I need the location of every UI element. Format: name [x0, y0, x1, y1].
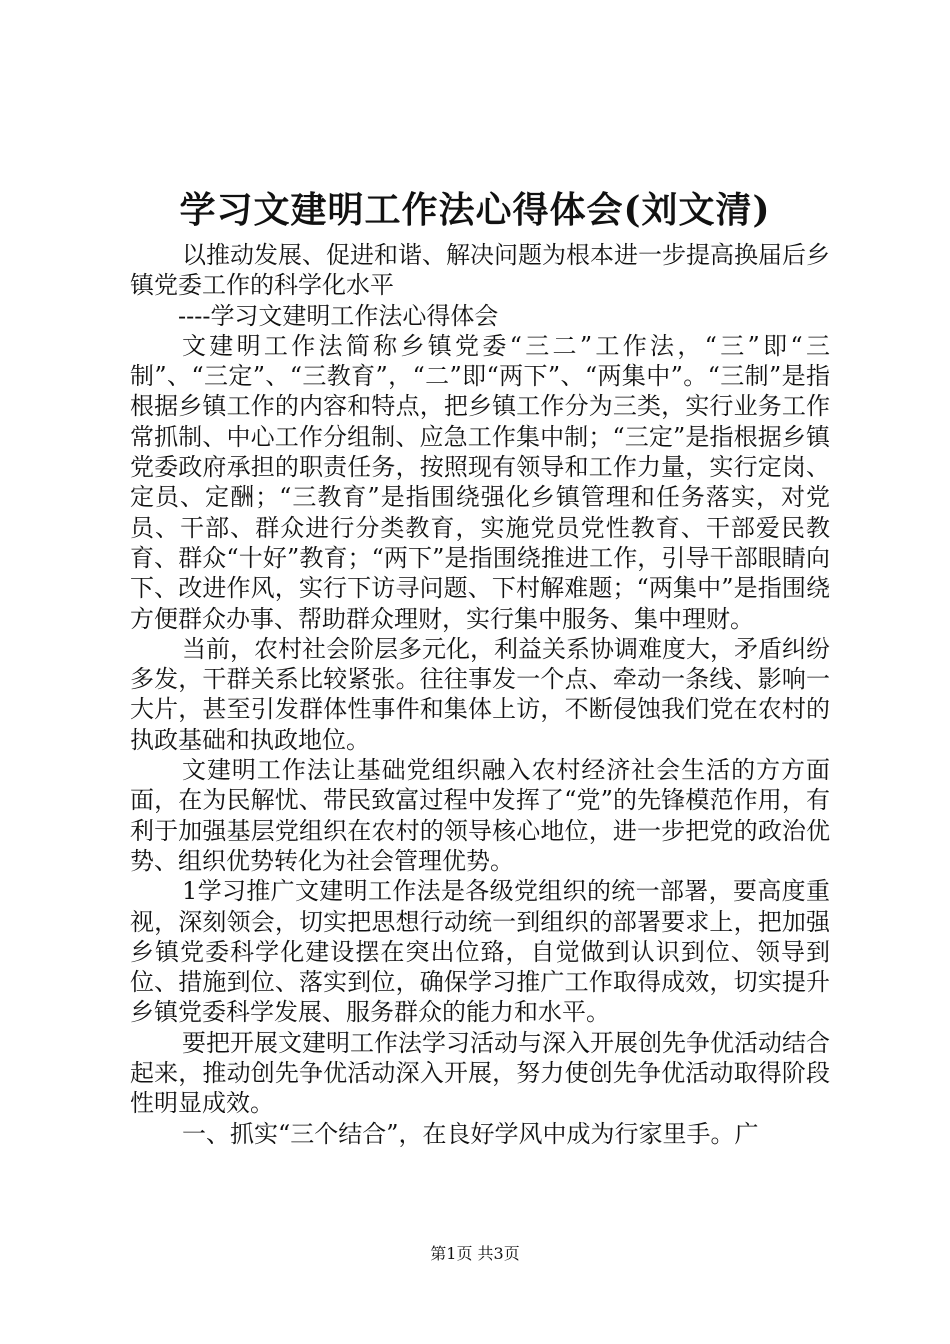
- document-body: [130, 240, 830, 1149]
- paragraph-current-situation: 当前，农村社会阶层多元化，利益关系协调难度大，矛盾纠纷多发，干群关系比较紧张。往往事发一个点、牵动一条线、影响一大片，甚至引发群体性事件和集体上访，不断侵蚀我们党在农村的执政基础和执政地位。: [130, 634, 830, 754]
- paragraph-significance: 文建明工作法让基础党组织融入农村经济社会生活的方方面面，在为民解忧、带民致富过程中发挥了“党”的先锋模范作用，有利于加强基层党组织在农村的领导核心地位，进一步把党的政治优势、组织优势转化为社会管理优势。: [130, 756, 830, 875]
- paragraph-subtitle: ----学习文建明工作法心得体会: [178, 301, 499, 330]
- paragraph-intro: 以推动发展、促进和谐、解决问题为根本进一步提高换届后乡镇党委工作的科学化水平: [130, 241, 830, 300]
- paragraph-definition: 文建明工作法简称乡镇党委“三二”工作法，“三”即“三制”、“三定”、“三教育”，“二”即“两下”、“两集中”。“三制”是指根据乡镇工作的内容和特点，把乡镇工作分为三类，实行业务工作常抓制、中心工作分组制、应急工作集中制；“三定”是指根据乡镇党委政府承担的职责任务，按照现有领导和工作力量，实行定岗、定员、定酬；“三教育”是指围绕强化乡镇管理和任务落实，对党员、干部、群众进行分类教育，实施党员党性教育、干部爱民教育、群众“十好”教育；“两下”是指围绕推进工作，引导干部眼睛向下、改进作风，实行下访寻问题、下村解难题；“两集中”是指围绕方便群众办事、帮助群众理财，实行集中服务、集中理财。: [130, 331, 830, 633]
- paragraph-combination: 要把开展文建明工作法学习活动与深入开展创先争优活动结合起来，推动创先争优活动深入开展，努力使创先争优活动取得阶段性明显成效。: [130, 1028, 830, 1118]
- paragraph-promotion: 1学习推广文建明工作法是各级党组织的统一部署，要高度重视，深刻领会，切实把思想行动统一到组织的部署要求上，把加强乡镇党委科学化建设摆在突出位臵，自觉做到认识到位、领导到位、措施到位、落实到位，确保学习推广工作取得成效，切实提升乡镇党委科学发展、服务群众的能力和水平。: [130, 877, 830, 1027]
- document-title: 学习文建明工作法心得体会(刘文清): [179, 189, 771, 231]
- paragraph-section-one: 一、抓实“三个结合”，在良好学风中成为行家里手。广: [182, 1119, 759, 1148]
- page-number: 第1页 共3页: [430, 1244, 520, 1263]
